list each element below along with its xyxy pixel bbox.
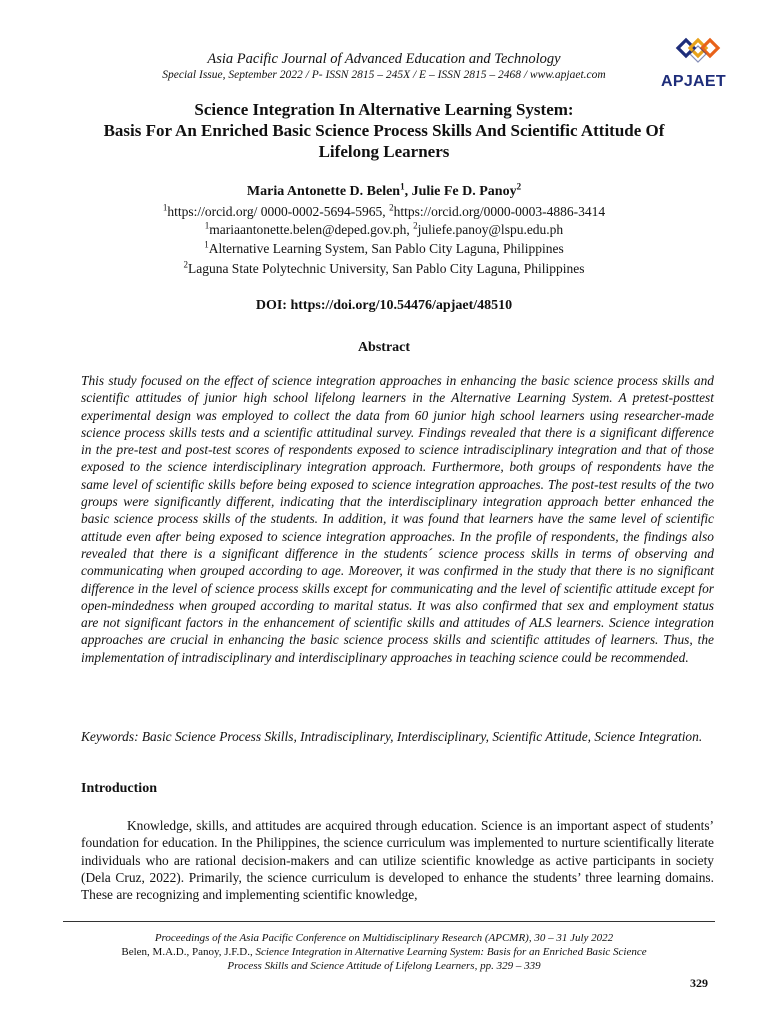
- journal-issue-line: Special Issue, September 2022 / P- ISSN 2815 – 245X / E – ISSN 2815 – 2468 / www.apjaet.com: [162, 69, 606, 81]
- title-line-3: Lifelong Learners: [318, 142, 450, 161]
- institution-1: Alternative Learning System, San Pablo City Laguna, Philippines: [208, 241, 564, 256]
- author-sup-1: 1: [400, 181, 405, 192]
- paper-title: [0, 99, 768, 162]
- orcid-sup-1: 1: [162, 202, 168, 213]
- footer-line-3: Process Skills and Science Attitude of Lifelong Learners, pp. 329 – 339: [227, 960, 541, 972]
- footer-title: Science Integration in Alternative Learning System: Basis for an Enriched Basic Science: [255, 946, 647, 958]
- orcid-line: [0, 204, 768, 220]
- logo-text: APJAET: [661, 73, 726, 90]
- author-name-2: Julie Fe D. Panoy: [411, 184, 517, 199]
- page-number: 329: [690, 976, 708, 990]
- footer-citation: [0, 931, 768, 973]
- footer-divider: [63, 921, 715, 922]
- orcid-sup-2: 2: [389, 202, 394, 213]
- abstract-heading: Abstract: [357, 340, 411, 355]
- author-separator: ,: [404, 184, 412, 199]
- introduction-text: Knowledge, skills, and attitudes are acquired through education. Science is an important aspect of students’ foundation for education. In the Philippines, the science curriculum was implemented to nurture scientifically literate individuals who are rational decision-makers and can utilize scientific knowledge as active participants in society (Dela Cruz, 2022). Primarily, the science curriculum is developed to enhance the students’ three learning domains. These are recognizing and implementing scientific knowledge,: [81, 818, 714, 903]
- inst-sup-1: 1: [204, 239, 209, 250]
- institution-line-1: [0, 241, 768, 257]
- abstract-text: This study focused on the effect of science integration approaches in enhancing the basic science process skills and scientific attitudes of junior high school lifelong learners in the Alternative Learning System. A pretest-posttest experimental design was employed to collect the data from 60 junior high school learners using researcher-made science process skills tests and a scientific attitudinal survey. Findings revealed that there is a significant difference in the pre-test and post-test scores of respondents exposed to science intradisciplinary integration and that of those exposed to the science interdisciplinary integration approach. Furthermore, both groups of respondents have the same level of scientific skills before being exposed to science integration approaches. The post-test results of the two groups were significantly different, indicating that the interdisciplinary integration approach better enhanced the basic science process skills of the students. In addition, it was found that learners have the same level of scientific attitude even after being exposed to science integration approaches. In the profile of respondents, the findings also revealed that there is a significant difference in the students´ science process skills in terms of observing and communicating when grouped according to age. Moreover, it was confirmed in the study that there is no significant difference in the level of science process skills except for communicating and the level of scientific attitude except for open-mindedness when grouped according to marital status. It was also confirmed that sex and employment status are not significant factors in the enhancement of scientific skills and attitudes of ALS learners. Science integration approaches are crucial in enhancing the basic science process skills and scientific attitudes of learners. Thus, the implementation of intradisciplinary and interdisciplinary approaches in teaching science could be recommended.: [81, 373, 714, 665]
- orcid-1[interactable]: https://orcid.org/ 0000-0002-5694-5965,: [167, 204, 390, 219]
- institution-2: Laguna State Polytechnic University, San Pablo City Laguna, Philippines: [187, 261, 585, 276]
- inst-sup-2: 2: [183, 259, 188, 270]
- email-sup-1: 1: [204, 220, 210, 231]
- footer-authors: Belen, M.A.D., Panoy, J.F.D.,: [121, 946, 256, 958]
- author-name-1: Maria Antonette D. Belen: [246, 184, 401, 199]
- email-1[interactable]: mariaantonette.belen@deped.gov.ph,: [209, 222, 414, 237]
- author-list: [0, 181, 768, 200]
- journal-name: Asia Pacific Journal of Advanced Education and Technology: [207, 51, 561, 67]
- author-sup-2: 2: [516, 181, 522, 192]
- keywords: Keywords: Basic Science Process Skills, Intradisciplinary, Interdisciplinary, Scientific Attitude, Science Integration.: [81, 729, 703, 744]
- title-line-1: Science Integration In Alternative Learning System:: [194, 100, 574, 119]
- email-line: [0, 222, 768, 238]
- orcid-2[interactable]: https://orcid.org/0000-0003-4886-3414: [393, 204, 606, 219]
- doi-link[interactable]: DOI: https://doi.org/10.54476/apjaet/48510: [255, 298, 513, 313]
- title-line-2: Basis For An Enriched Basic Science Process Skills And Scientific Attitude Of: [103, 121, 665, 140]
- footer-line-2: [0, 945, 768, 959]
- email-2[interactable]: juliefe.panoy@lspu.edu.ph: [417, 222, 564, 237]
- institution-line-2: [0, 261, 768, 277]
- footer-line-1: Proceedings of the Asia Pacific Conference on Multidisciplinary Research (APCMR), 30 – 31 July 2022: [154, 932, 614, 944]
- email-sup-2: 2: [413, 220, 418, 231]
- introduction-heading: Introduction: [81, 781, 157, 796]
